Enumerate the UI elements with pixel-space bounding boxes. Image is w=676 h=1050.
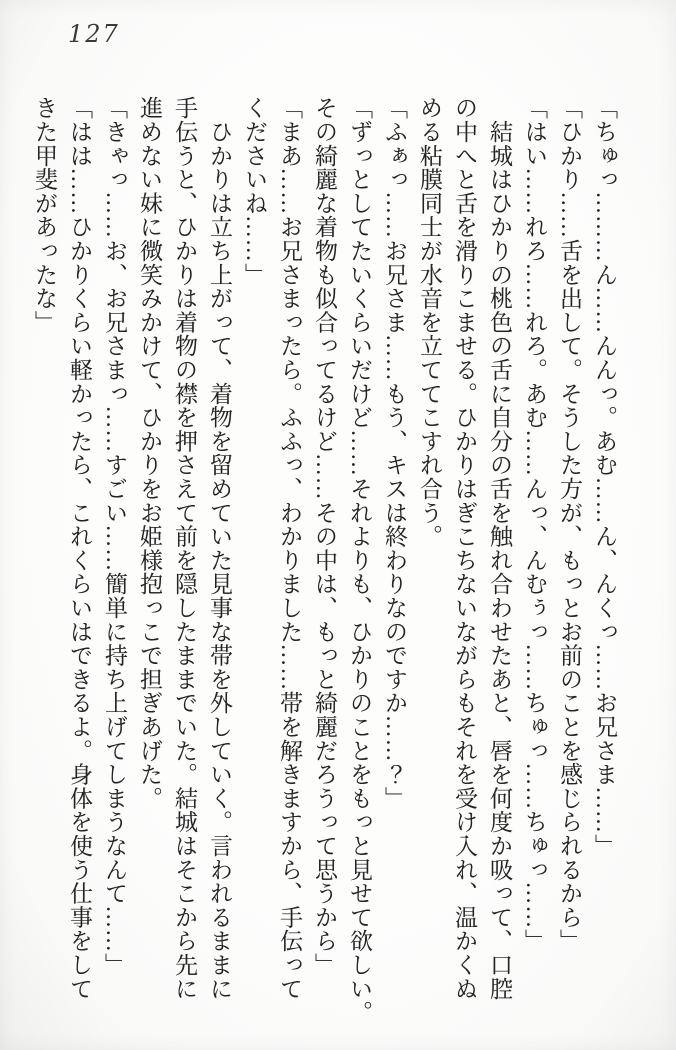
text-line: くださいね……」 [242,96,267,287]
page-number: 127 [68,20,120,48]
text-line: 「はい……れろ……れろ。あむ……んっ、んむぅっ……ちゅっ……ちゅっ……」 [522,96,547,953]
text-line: 進めない妹に微笑みかけて、ひかりをお姫様抱っこで担ぎあげた。 [137,96,162,810]
text-line: 「ずっとしてたいくらいだけど……それよりも、ひかりのことをもっと見せて欲しい。 [347,96,372,1025]
text-line: の中へと舌を滑りこませる。ひかりはぎこちないながらもそれを受け入れ、温かくぬ [452,96,477,1001]
text-line: きた甲斐があったな」 [32,96,57,334]
text-line: 結城はひかりの桃色の舌に自分の舌を触れ合わせたあと、唇を何度か吸って、口腔 [487,96,512,1001]
text-line: 「はは……ひかりくらい軽かったら、これくらいはできるよ。身体を使う仕事をして [67,96,92,1001]
text-line: 手伝うと、ひかりは着物の襟を押さえて前を隠したままでいた。結城はそこから先に [172,96,197,1001]
text-line: 「きゃっ……お、お兄さまっ……すごい……簡単に持ち上げてしまうなんて……」 [102,96,127,977]
text-line: める粘膜同士が水音を立ててこすれ合う。 [417,96,442,549]
text-line: 「ふぁっ……お兄さま……もう、キスは終わりなのですか……？」 [382,96,407,810]
text-line: その綺麗な着物も似合ってるけど……その中は、もっと綺麗だろうって思うから」 [312,96,337,977]
text-line: ひかりは立ち上がって、着物を留めていた見事な帯を外していく。言われるままに [207,96,232,1001]
text-line: 「ひかり……舌を出して。そうした方が、もっとお前のことを感じられるから」 [557,96,582,953]
text-line: 「ちゅっ………ん……んんっ。あむ……ん、んくっ……お兄さま……」 [592,96,617,858]
text-line: 「まあ……お兄さまったら。ふふっ、わかりました……帯を解きますから、手伝って [277,96,302,1001]
novel-text-block [27,96,622,1028]
